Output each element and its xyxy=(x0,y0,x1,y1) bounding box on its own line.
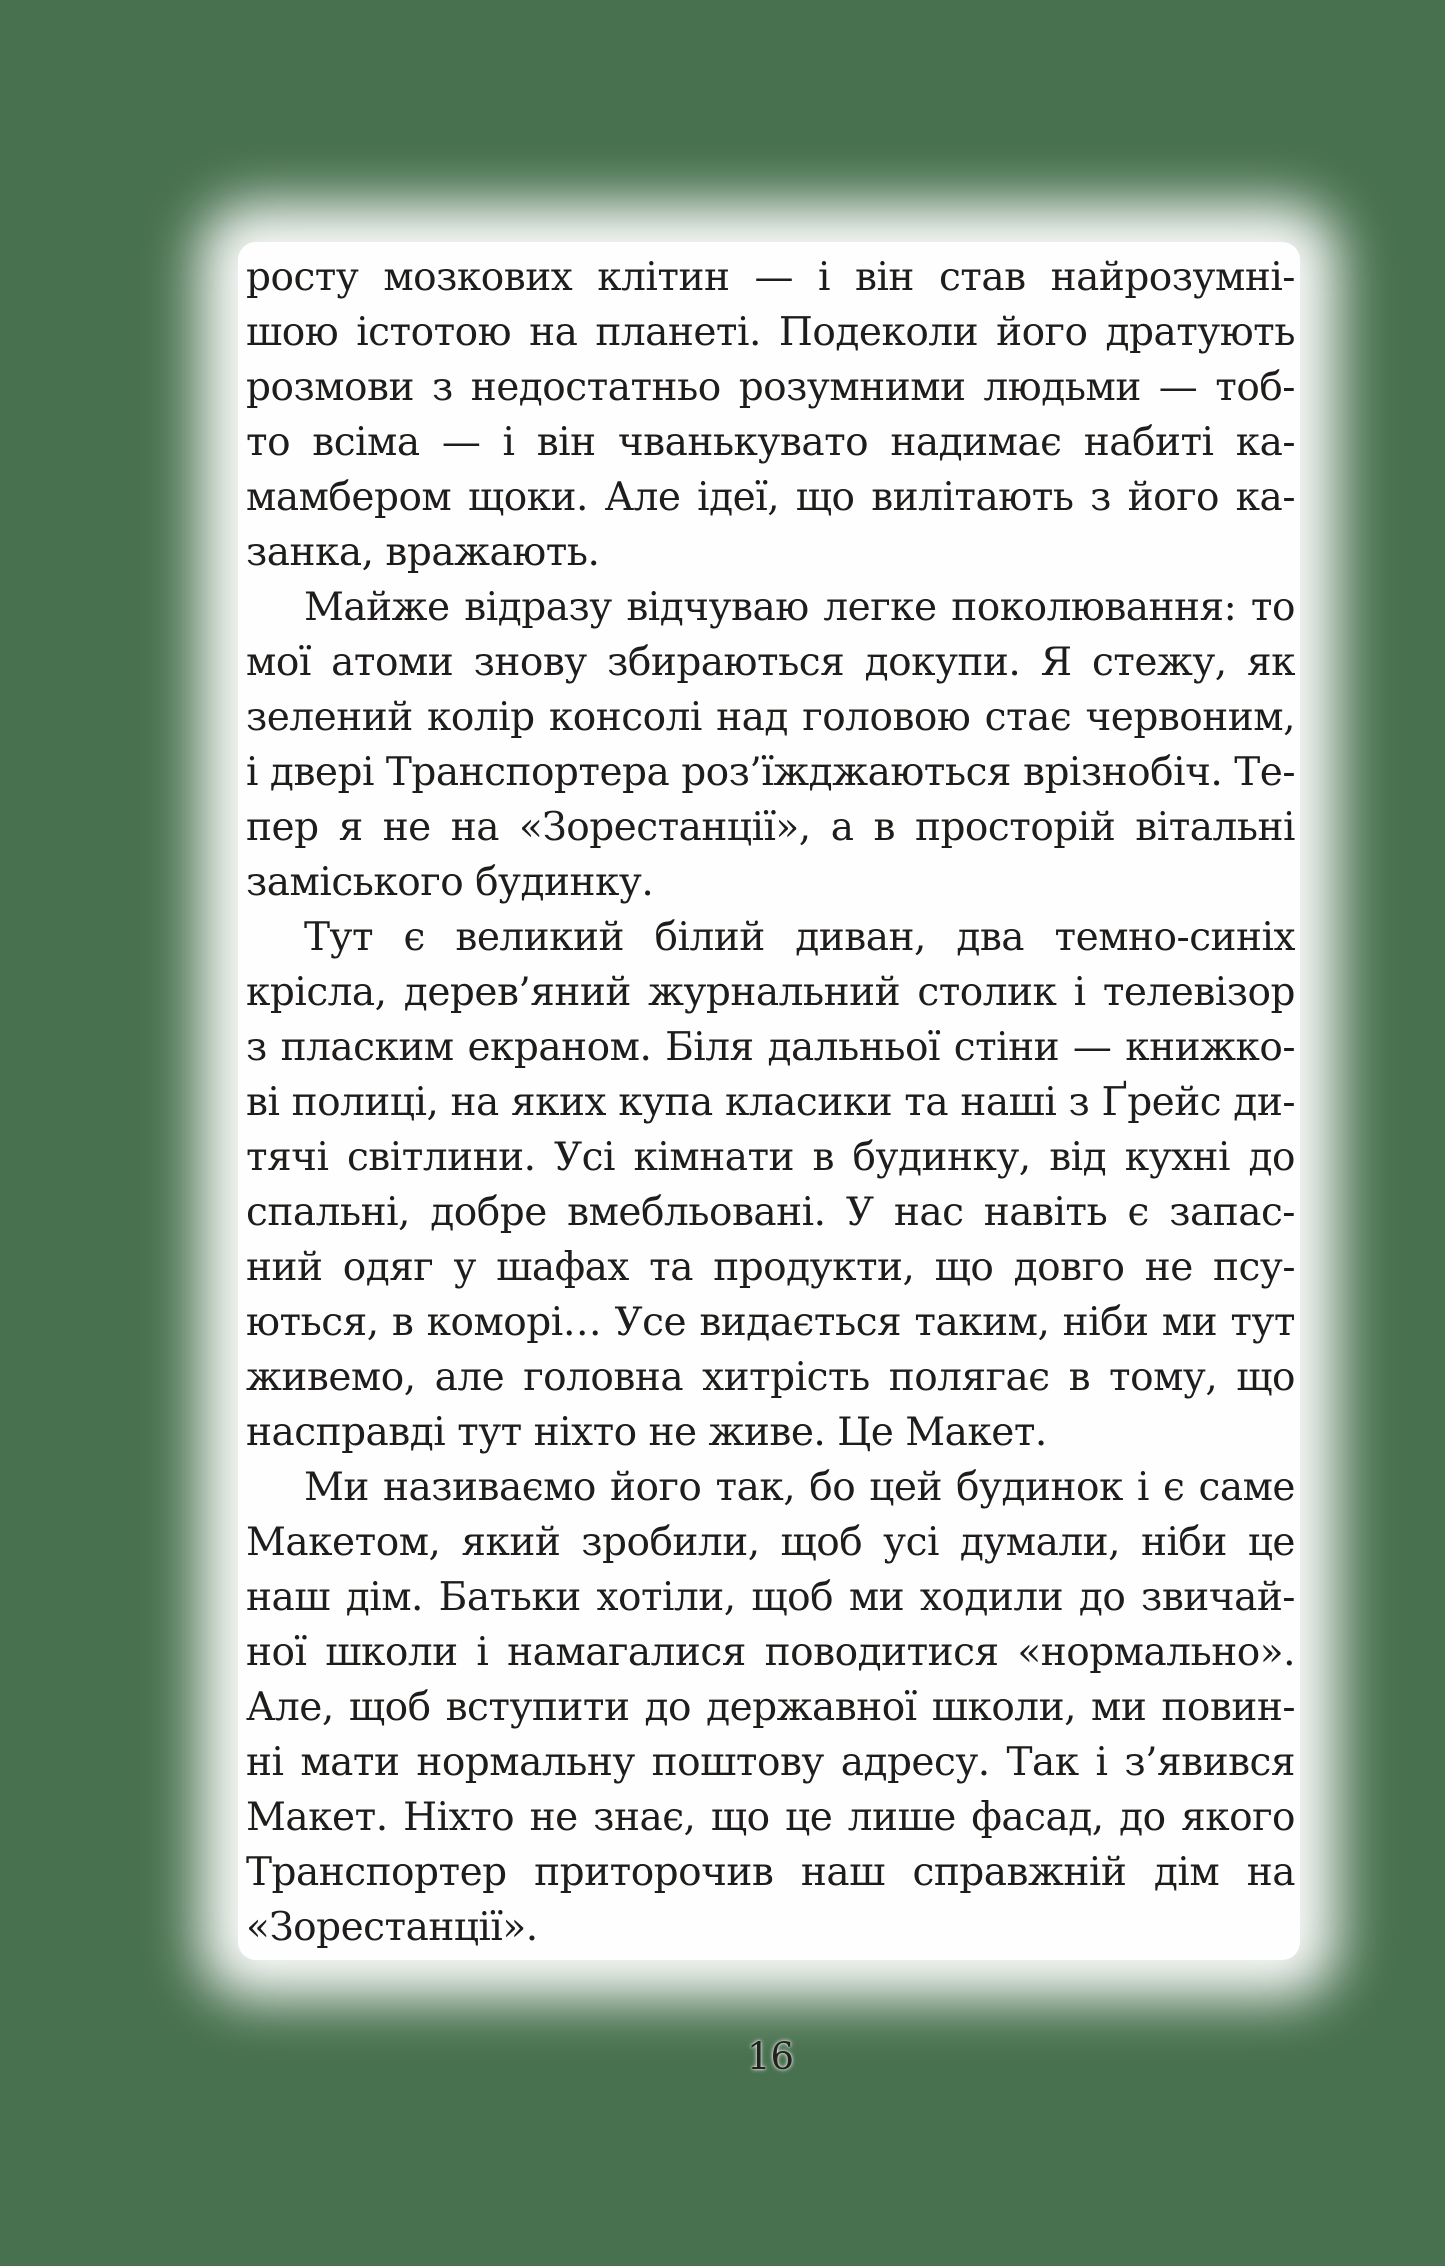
text-line: то всіма — і він чванькувато надимає набиті ка- xyxy=(246,420,1295,465)
text-line: Але, щоб вступити до державної школи, ми повин- xyxy=(246,1685,1295,1730)
paragraph xyxy=(246,580,1295,910)
page-text-block xyxy=(246,250,1295,1955)
text-line: ві полиці, на яких купа класики та наші з Ґрейс ди- xyxy=(246,1080,1295,1125)
text-line: з пласким екраном. Біля дальньої стіни — книжко- xyxy=(246,1025,1295,1070)
text-line: мої атоми знову збираються докупи. Я стежу, як xyxy=(246,640,1295,685)
text-line: занка, вражають. xyxy=(246,530,600,575)
text-line: Транспортер приторочив наш справжній дім на xyxy=(246,1850,1295,1895)
text-line: Макет. Ніхто не знає, що це лише фасад, до якого xyxy=(246,1795,1295,1840)
paragraph xyxy=(246,910,1295,1460)
text-line: крісла, дерев’яний журнальний столик і телевізор xyxy=(246,970,1295,1015)
paragraph xyxy=(246,250,1295,580)
text-line: насправді тут ніхто не живе. Це Макет. xyxy=(246,1410,1047,1455)
text-line: Майже відразу відчуваю легке поколювання: то xyxy=(304,585,1295,630)
text-line: розмови з недостатньо розумними людьми — тоб- xyxy=(246,365,1295,410)
text-line: пер я не на «Зорестанції», а в просторій вітальні xyxy=(246,805,1295,850)
paragraph xyxy=(246,1460,1295,1955)
text-line: «Зорестанції». xyxy=(246,1905,538,1950)
text-line: росту мозкових клітин — і він став найрозумні- xyxy=(246,255,1295,300)
text-line: заміського будинку. xyxy=(246,860,654,905)
text-line: ні мати нормальну поштову адресу. Так і з’явився xyxy=(246,1740,1295,1785)
text-line: Макетом, який зробили, щоб усі думали, ніби це xyxy=(246,1520,1295,1565)
text-line: Ми називаємо його так, бо цей будинок і є саме xyxy=(304,1465,1295,1510)
text-line: мамбером щоки. Але ідеї, що вилітають з його ка- xyxy=(246,475,1295,520)
text-line: Тут є великий білий диван, два темно-синіх xyxy=(304,915,1295,960)
text-line: наш дім. Батьки хотіли, щоб ми ходили до звичай- xyxy=(246,1575,1295,1620)
page-number: 16 xyxy=(746,2035,795,2078)
text-line: зелений колір консолі над головою стає червоним, xyxy=(246,695,1295,740)
text-line: живемо, але головна хитрість полягає в тому, що xyxy=(246,1355,1295,1400)
text-line: шою істотою на планеті. Подеколи його дратують xyxy=(246,310,1295,355)
text-line: ної школи і намагалися поводитися «нормально». xyxy=(246,1630,1295,1675)
text-line: ються, в коморі… Усе видається таким, ніби ми тут xyxy=(246,1300,1295,1345)
text-line: ний одяг у шафах та продукти, що довго не псу- xyxy=(246,1245,1295,1290)
text-line: тячі світлини. Усі кімнати в будинку, від кухні до xyxy=(246,1135,1295,1180)
text-line: і двері Транспортера роз’їжджаються врізнобіч. Те- xyxy=(246,750,1295,795)
text-line: спальні, добре вмебльовані. У нас навіть є запас- xyxy=(246,1190,1295,1235)
